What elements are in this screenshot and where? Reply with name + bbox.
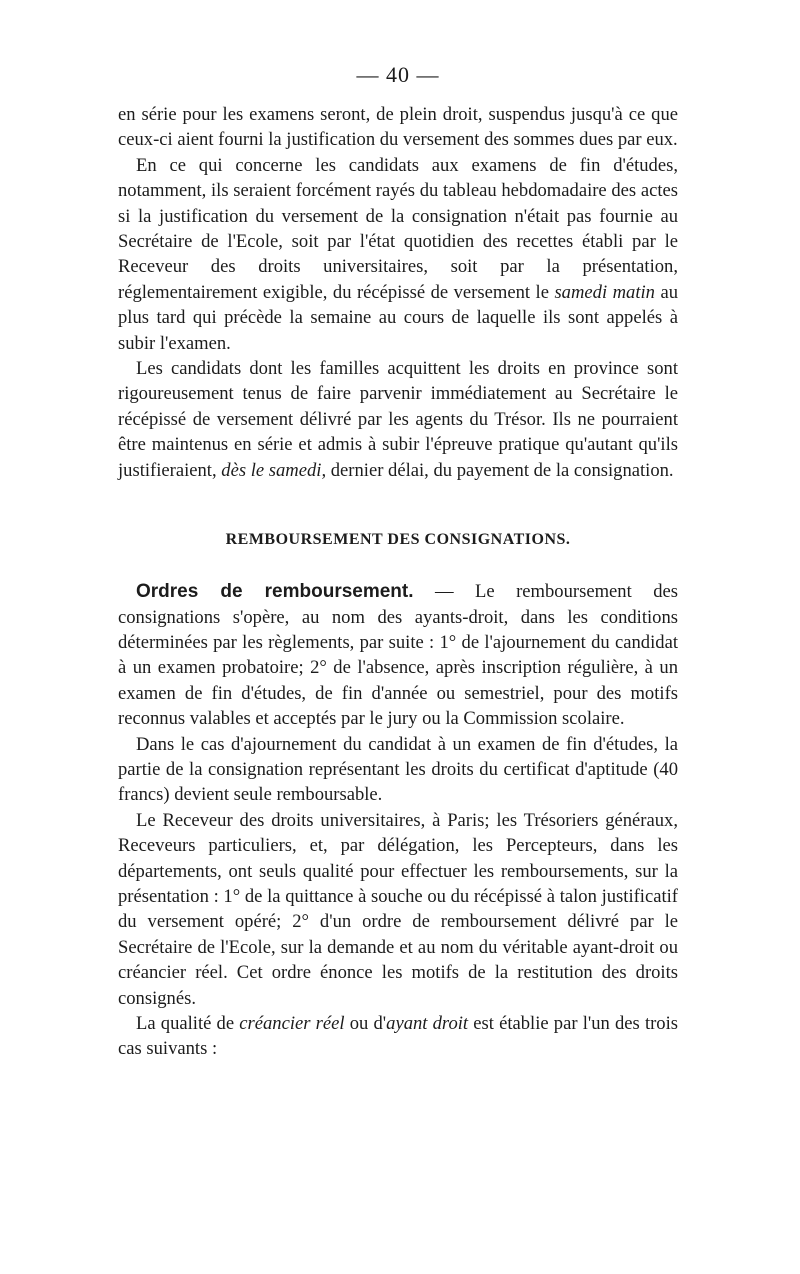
paragraph-text: au plus tard qui précède la semaine au cours de laquelle ils sont appelés à subir l'examen. [118,281,678,354]
paragraph-receveur [118,808,678,1011]
paragraph-text: Les candidats dont les familles acquittent les droits en province sont rigoureusement tenus de faire parvenir immédiatement au Secrétaire le récépissé de versement délivré par les agents du Trésor. Ils ne pourraient être maintenus en série et admis à subir l'épreuve pratique qu'autant qu'ils justifieraient, [118,358,678,481]
paragraph-text: en série pour les examens seront, de plein droit, suspendus jusqu'à ce que ceux-ci aient fourni la justification du versement des sommes dues par eux. [118,104,678,151]
paragraph-text: La qualité de [136,1013,240,1034]
paragraph-continuation [118,102,678,153]
paragraph-ordres-remboursement [118,579,678,731]
italic-text: créancier réel [239,1013,345,1034]
italic-text: samedi matin [554,281,655,303]
page-number: — 40 — [356,62,440,87]
paragraph-text: est établie par l'un des trois cas suivants : [118,1013,678,1060]
paragraph-ajournement [118,732,678,808]
paragraph-candidats-province [118,356,678,483]
italic-text: dès le samedi, [221,459,327,481]
run-in-heading: Ordres de remboursement. [136,581,414,603]
paragraph-text: Le Receveur des droits universitaires, à Paris; les Trésoriers généraux, Receveurs particuliers, et, par délégation, les Percepteurs, dans les départements, ont seuls qualité pour effectuer les remboursements, sur la présentation : 1° de la quittance à souche ou du récépissé à talon justificatif du versement opéré; 2° d'un ordre de remboursement délivré par le Secrétaire de l'Ecole, sur la demande et au nom du véritable ayant-droit ou créancier réel. Cet ordre énonce les motifs de la restitution des droits consignés. [118,809,678,1009]
paragraph-text: — Le remboursement des consignations s'opère, au nom des ayants-droit, dans les conditions déterminées par les règlements, par suite : 1° de l'ajournement du candidat à un examen probatoire; 2° de l'absence, après inscription régulière, à un examen de fin d'études, de fin d'année ou semestriel, pour des motifs reconnus valables et acceptés par le jury ou la Commission scolaire. [118,581,678,730]
paragraph-text: En ce qui concerne les candidats aux examens de fin d'études, notamment, ils seraient forcément rayés du tableau hebdomadaire des actes si la justification du versement de la consignation n'était pas fournie au Secrétaire de l'Ecole, soit par l'état quotidien des recettes établi par le Receveur des droits universitaires, soit par la présentation, réglementairement exigible, du récépissé de versement le [118,154,678,303]
section-heading: REMBOURSEMENT DES CONSIGNATIONS. [225,531,571,549]
paragraph-text: dernier délai, du payement de la consignation. [326,459,674,481]
paragraph-qualite-creancier [118,1011,678,1062]
italic-text: ayant droit [386,1013,469,1034]
paragraph-candidats-fin-etudes [118,153,678,356]
paragraph-text: Dans le cas d'ajournement du candidat à un examen de fin d'études, la partie de la consignation représentant les droits du certificat d'aptitude (40 francs) devient seule remboursable. [118,733,678,806]
paragraph-text: ou d' [344,1013,387,1034]
